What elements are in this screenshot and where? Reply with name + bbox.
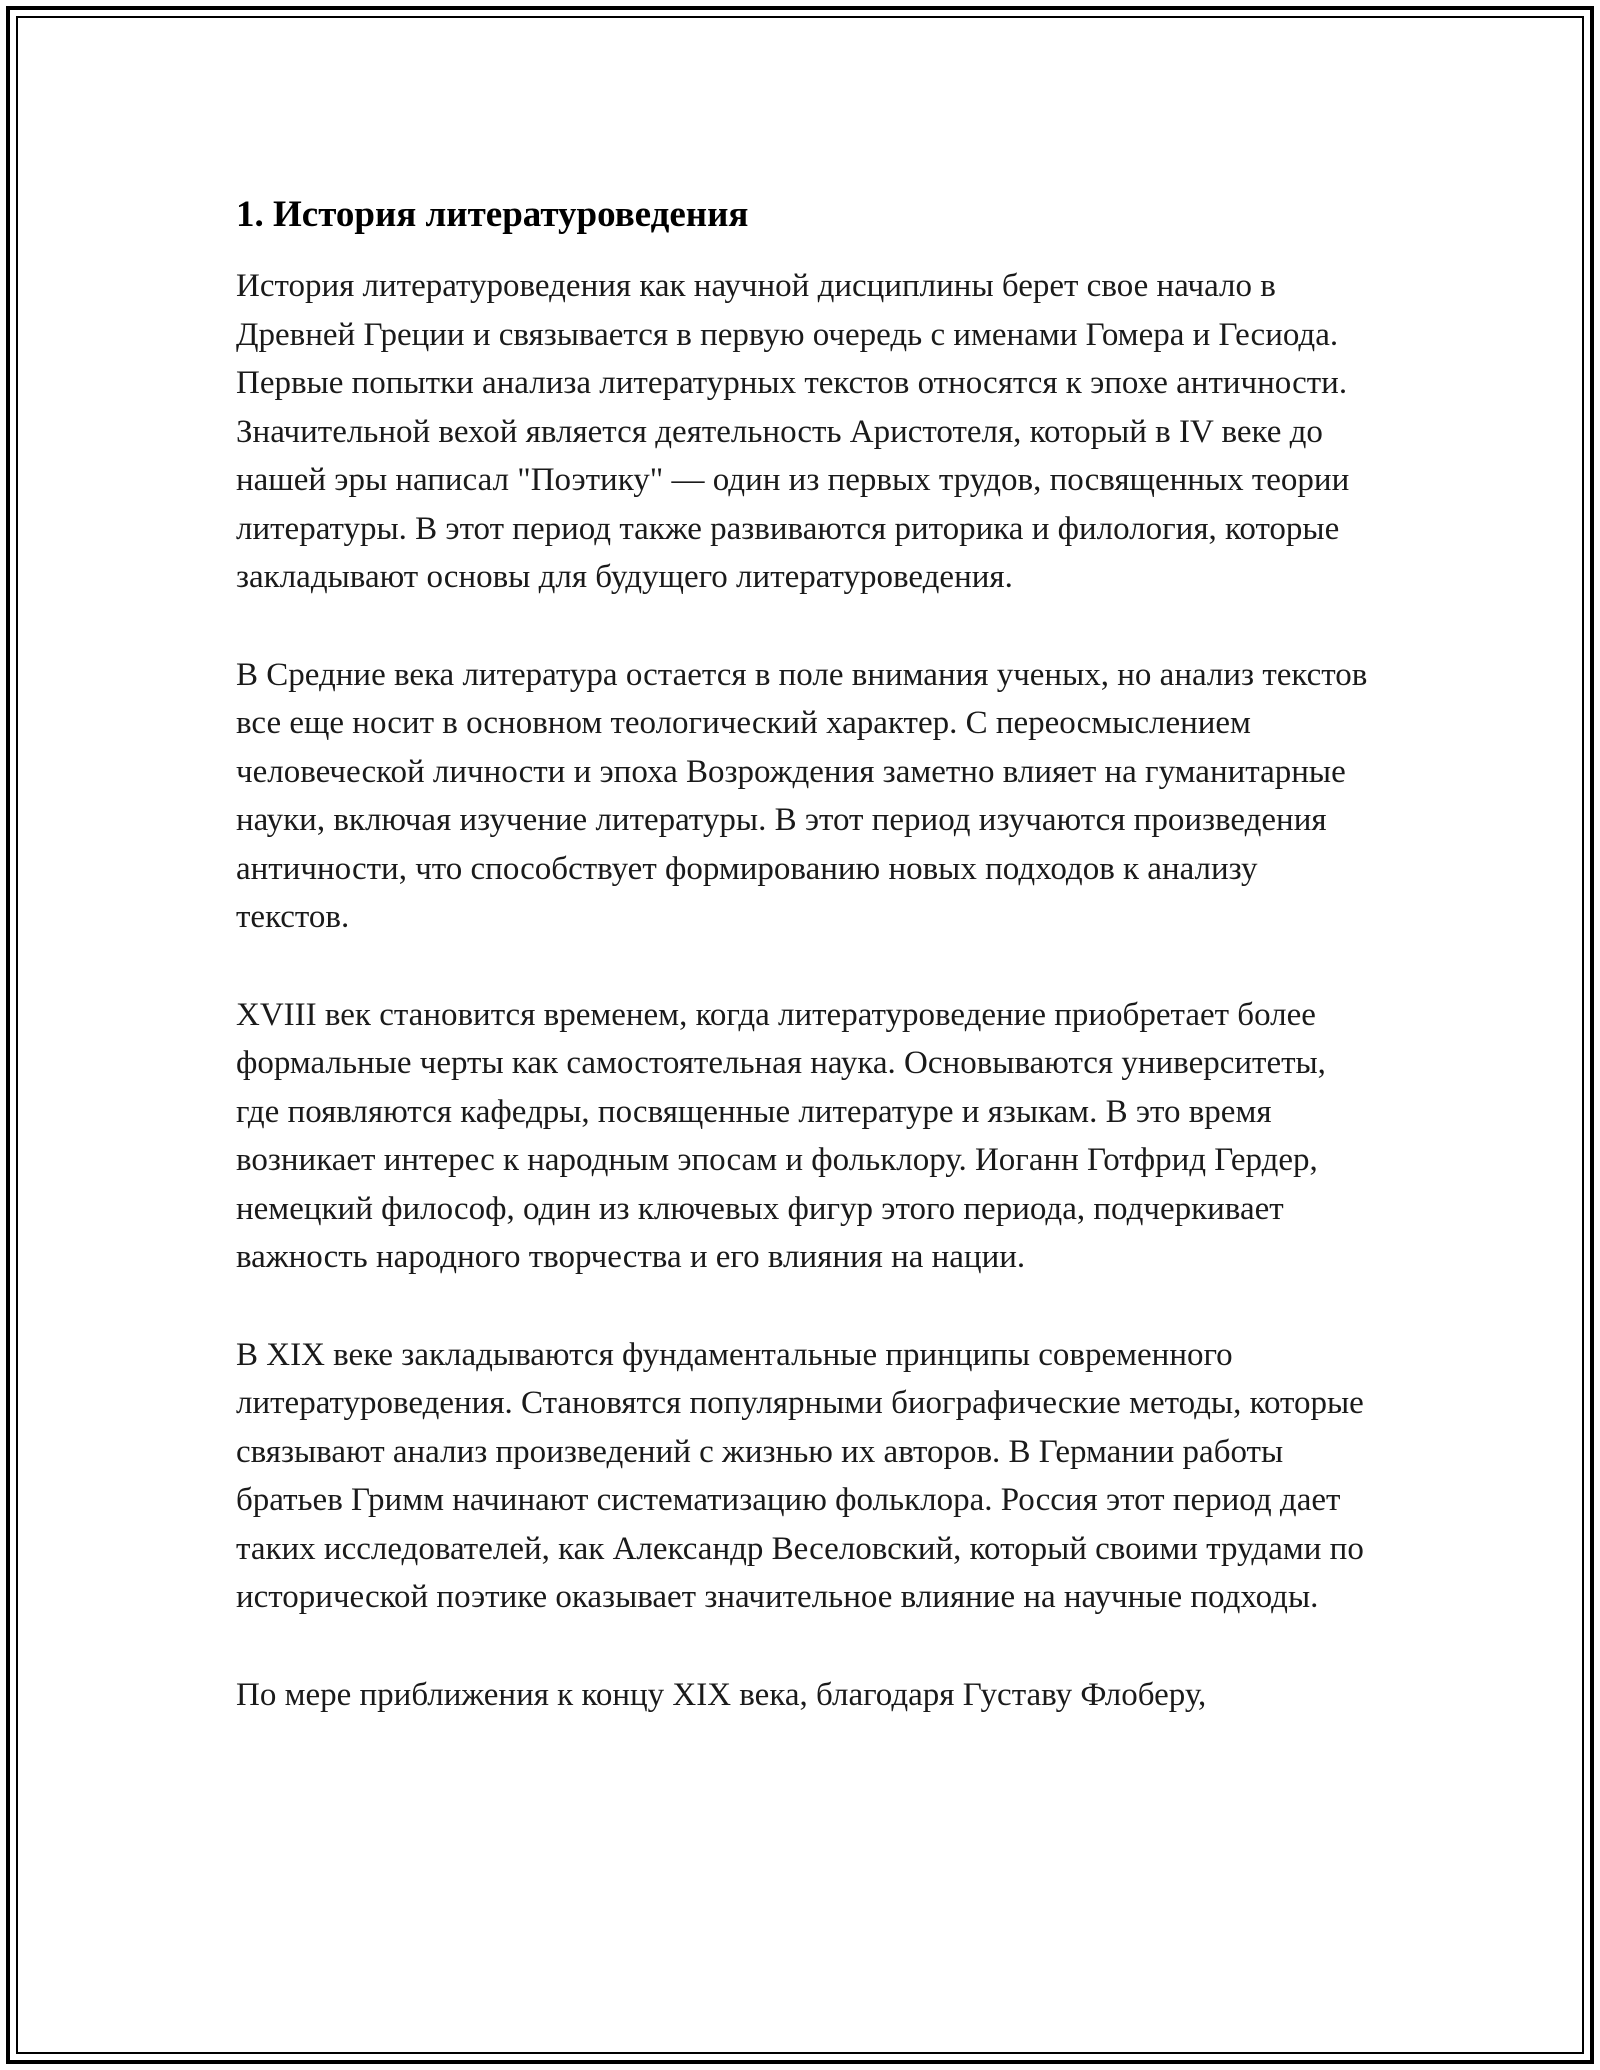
paragraph-antiquity: История литературоведения как научной дисциплины берет свое начало в Древней Греции и связывается в первую очередь с именами Гомера и Гесиода. Первые попытки анализа литературных текстов относятся к эпохе античности. Значительной вехой является деятельность Аристотеля, который в IV веке до нашей эры написал "Поэтику" — один из первых трудов, посвященных теории литературы. В этот период также развиваются риторика и филология, которые закладывают основы для будущего литературоведения.	[236, 268, 1350, 595]
paragraph-middle-ages: В Средние века литература остается в поле внимания ученых, но анализ текстов все еще носит в основном теологический характер. С переосмыслением человеческой личности и эпоха Возрождения заметно влияет на гуманитарные науки, включая изучение литературы. В этот период изучаются произведения античности, что способствует формированию новых подходов к анализу текстов.	[236, 656, 1368, 935]
paragraph-19th-century: В XIX веке закладываются фундаментальные принципы современного литературоведения. Становятся популярными биографические методы, которые связывают анализ произведений с жизнью их авторов. В Германии работы братьев Гримм начинают систематизацию фольклора. Россия этот период дает таких исследователей, как Александр Веселовский, который своими трудами по исторической поэтике оказывает значительное влияние на научные подходы.	[236, 1336, 1364, 1615]
paragraph-late-19th-century: По мере приближения к концу XIX века, благодаря Густаву Флоберу,	[236, 1676, 1207, 1713]
document-body	[236, 186, 1376, 1719]
paragraph-18th-century: XVIII век становится временем, когда литературоведение приобретает более формальные черты как самостоятельная наука. Основываются университеты, где появляются кафедры, посвященные литературе и языкам. В это время возникает интерес к народным эпосам и фольклору. Иоганн Готфрид Гердер, немецкий философ, один из ключевых фигур этого периода, подчеркивает важность народного творчества и его влияния на нации.	[236, 996, 1326, 1275]
section-heading: 1. История литературоведения	[236, 194, 749, 235]
